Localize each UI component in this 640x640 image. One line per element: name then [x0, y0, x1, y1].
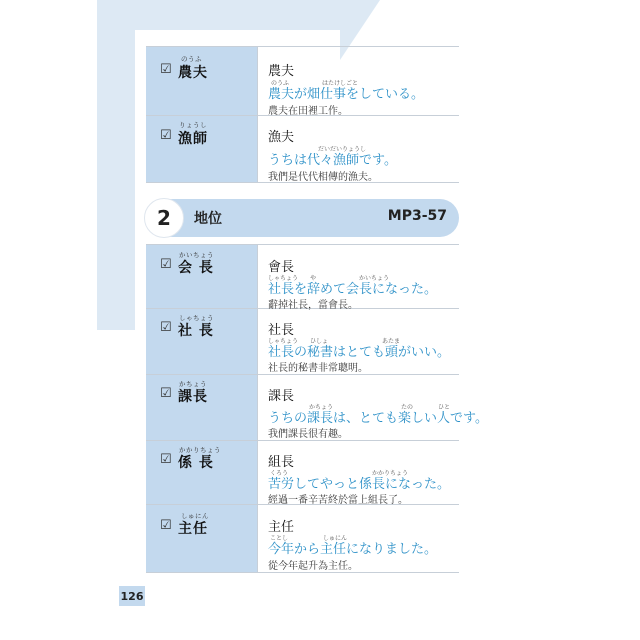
example-reading: ひと	[438, 404, 451, 411]
vocab-term-cell	[146, 116, 258, 182]
meaning: 農夫	[268, 64, 295, 79]
page-number: 126	[119, 586, 145, 606]
example-sentence: 苦労してやっと係長になった。	[268, 477, 451, 492]
term-reading: かちょう	[179, 380, 207, 388]
checkbox-icon[interactable]: ☑	[160, 62, 172, 77]
term: 社 長	[178, 323, 214, 339]
term: 漁師	[178, 131, 208, 147]
vocab-row	[146, 441, 459, 505]
vocab-term-cell	[146, 47, 258, 115]
example-reading: しゃちょう	[268, 338, 299, 345]
term: 課長	[178, 389, 208, 405]
term: 主任	[178, 521, 208, 537]
vocab-row	[146, 116, 459, 183]
vocab-row	[146, 46, 459, 116]
translation: 辭掉社長，當會長。	[268, 300, 358, 311]
vocab-detail-cell	[258, 375, 488, 440]
example-reading: かかりちょう	[372, 470, 409, 477]
term: 会 長	[178, 260, 214, 276]
vocab-row	[146, 309, 459, 375]
decorative-band-left	[97, 0, 135, 330]
example-reading: ひしょ	[310, 338, 329, 345]
term-reading: かかりちょう	[179, 446, 221, 454]
example-reading: しゃちょう	[268, 275, 299, 282]
checkbox-icon[interactable]: ☑	[160, 128, 172, 143]
section-header	[146, 199, 459, 237]
example-reading: ことし	[270, 535, 289, 542]
vocab-row	[146, 375, 488, 441]
vocab-detail-cell	[258, 309, 459, 374]
example-sentence: 今年から主任になりました。	[268, 542, 438, 557]
vocab-row	[146, 505, 459, 573]
meaning: 組長	[268, 455, 295, 470]
example-reading: のうふ	[271, 80, 290, 87]
translation: 從今年起升為主任。	[268, 561, 358, 572]
example-sentence: 社長を辞めて会長になった。	[268, 282, 438, 297]
vocab-row	[146, 244, 459, 309]
vocab-term-cell	[146, 441, 258, 504]
vocab-term-cell	[146, 245, 258, 308]
term-reading: のうふ	[181, 55, 202, 63]
vocab-detail-cell	[258, 116, 459, 182]
vocab-detail-cell	[258, 441, 459, 504]
term: 農夫	[178, 65, 208, 81]
example-sentence: 社長の秘書はとても頭がいい。	[268, 345, 451, 360]
meaning: 會長	[268, 260, 295, 275]
example-reading: かちょう	[309, 404, 334, 411]
section-number: 2	[144, 198, 184, 238]
example-sentence: うちは代々漁師です。	[268, 153, 397, 168]
section-title: 地位	[194, 211, 222, 227]
vocab-detail-cell	[258, 47, 459, 115]
checkbox-icon[interactable]: ☑	[160, 320, 172, 335]
translation: 我們課長很有趣。	[268, 429, 348, 440]
translation: 經過一番辛苦終於當上組長了。	[268, 495, 408, 506]
checkbox-icon[interactable]: ☑	[160, 452, 172, 467]
term-reading: かいちょう	[179, 251, 214, 259]
checkbox-icon[interactable]: ☑	[160, 518, 172, 533]
example-sentence: 農夫が畑仕事をしている。	[268, 87, 425, 102]
example-reading: だいだいりょうし	[318, 146, 367, 153]
checkbox-icon[interactable]: ☑	[160, 257, 172, 272]
vocab-term-cell	[146, 505, 258, 572]
example-sentence: うちの課長は、とても楽しい人です。	[268, 411, 488, 426]
meaning: 課長	[268, 389, 295, 404]
term-reading: しゃちょう	[179, 314, 214, 322]
translation: 農夫在田裡工作。	[268, 106, 348, 117]
term-reading: しゅにん	[181, 512, 209, 520]
audio-track-label[interactable]: MP3-57	[387, 208, 447, 224]
example-reading: はたけしごと	[322, 80, 359, 87]
vocab-detail-cell	[258, 245, 459, 311]
translation: 社長的秘書非常聰明。	[268, 363, 368, 374]
decorative-band-top	[97, 0, 357, 30]
vocab-table-occupations	[146, 46, 459, 183]
vocab-detail-cell	[258, 505, 459, 572]
example-reading: あたま	[382, 338, 401, 345]
checkbox-icon[interactable]: ☑	[160, 386, 172, 401]
meaning: 漁夫	[268, 130, 295, 145]
example-reading: くろう	[270, 470, 289, 477]
vocab-table-positions	[146, 244, 488, 573]
term: 係 長	[178, 455, 214, 471]
term-reading: りょうし	[179, 121, 207, 129]
vocab-term-cell	[146, 309, 258, 374]
example-reading: かいちょう	[359, 275, 390, 282]
translation: 我們是代代相傳的漁夫。	[268, 172, 378, 183]
example-reading: たの	[401, 404, 414, 411]
example-reading: しゅにん	[323, 535, 348, 542]
example-reading: や	[310, 275, 317, 282]
meaning: 社長	[268, 323, 295, 338]
vocab-term-cell	[146, 375, 258, 440]
meaning: 主任	[268, 520, 295, 535]
